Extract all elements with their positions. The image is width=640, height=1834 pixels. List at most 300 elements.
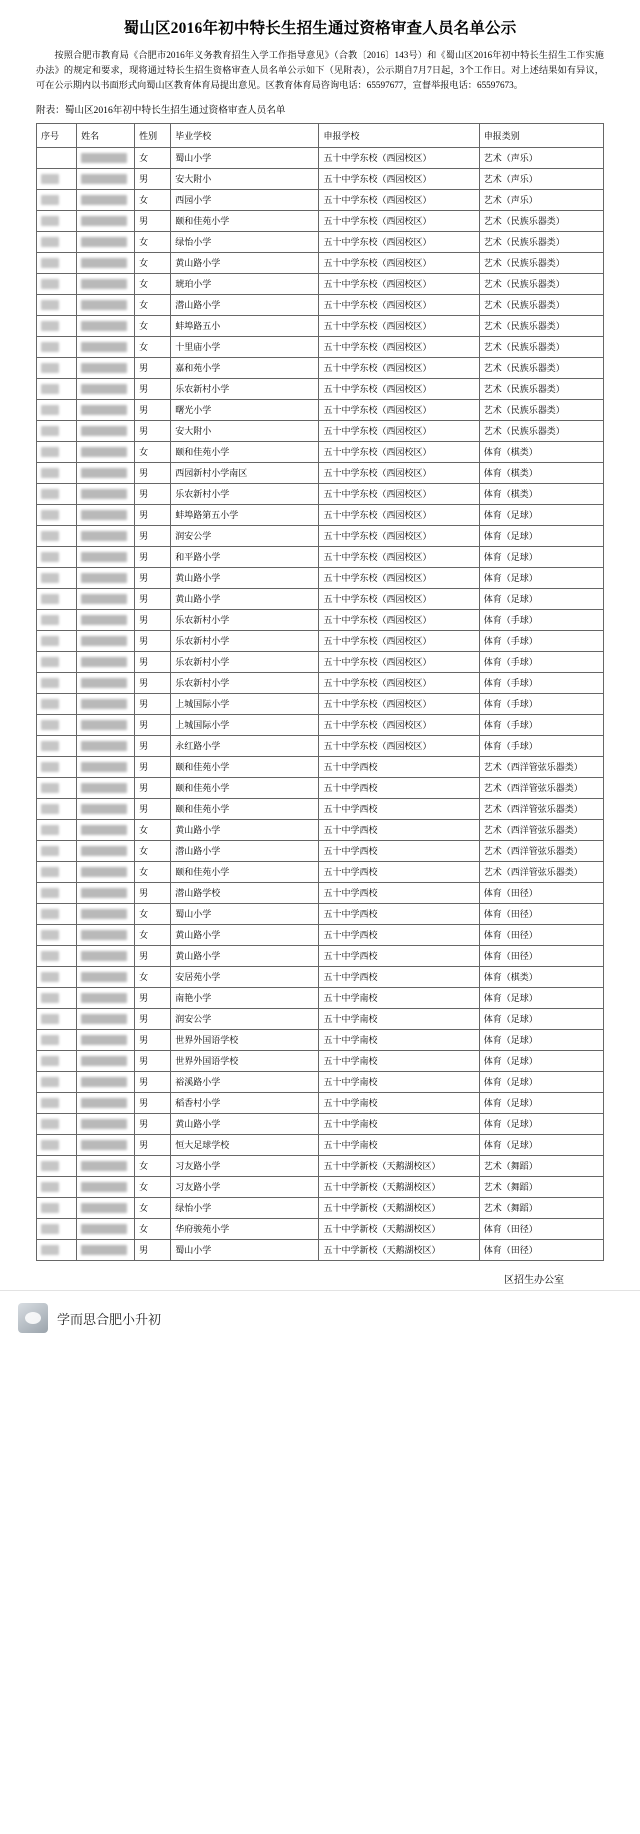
- redaction-block: [81, 846, 127, 856]
- document-footer: 区招生办公室: [504, 1274, 564, 1286]
- cell-index-redacted: [37, 399, 77, 420]
- cell-index-redacted: [37, 714, 77, 735]
- cell-category: 体育（足球）: [479, 987, 603, 1008]
- redaction-block: [81, 384, 127, 394]
- cell-sex: 男: [135, 567, 171, 588]
- attachment-label: 附表：蜀山区2016年初中特长生招生通过资格审查人员名单: [36, 104, 286, 116]
- cell-graduation-school: 裕溪路小学: [171, 1071, 319, 1092]
- cell-sex: 男: [135, 399, 171, 420]
- table-row: [37, 504, 604, 525]
- table-row: [37, 1008, 604, 1029]
- cell-sex: 男: [135, 462, 171, 483]
- cell-graduation-school: 绿怡小学: [171, 1197, 319, 1218]
- redaction-block: [41, 783, 59, 793]
- redaction-block: [81, 930, 127, 940]
- redaction-block: [41, 720, 59, 730]
- redaction-block: [41, 258, 59, 268]
- cell-name-redacted: [77, 420, 135, 441]
- cell-category: 体育（手球）: [479, 672, 603, 693]
- cell-apply-school: 五十中学西校: [319, 840, 479, 861]
- cell-index-redacted: [37, 693, 77, 714]
- cell-index-redacted: [37, 819, 77, 840]
- table-row: [37, 693, 604, 714]
- cell-name-redacted: [77, 231, 135, 252]
- cell-sex: 女: [135, 441, 171, 462]
- cell-index-redacted: [37, 252, 77, 273]
- cell-index-redacted: [37, 924, 77, 945]
- cell-apply-school: 五十中学新校（天鹅湖校区）: [319, 1218, 479, 1239]
- redaction-block: [81, 195, 127, 205]
- cell-sex: 男: [135, 483, 171, 504]
- redaction-block: [81, 153, 127, 163]
- redaction-block: [81, 573, 127, 583]
- cell-graduation-school: 世界外国语学校: [171, 1029, 319, 1050]
- table-row: [37, 1176, 604, 1197]
- cell-category: 艺术（民族乐器类）: [479, 231, 603, 252]
- cell-index-redacted: [37, 483, 77, 504]
- redaction-block: [41, 195, 59, 205]
- cell-name-redacted: [77, 1008, 135, 1029]
- redaction-block: [81, 300, 127, 310]
- cell-category: 艺术（声乐）: [479, 147, 603, 168]
- redaction-block: [41, 972, 59, 982]
- cell-apply-school: 五十中学东校（西园校区）: [319, 441, 479, 462]
- cell-graduation-school: 黄山路小学: [171, 924, 319, 945]
- redaction-block: [41, 678, 59, 688]
- cell-apply-school: 五十中学东校（西园校区）: [319, 420, 479, 441]
- cell-graduation-school: 嘉和苑小学: [171, 357, 319, 378]
- cell-index-redacted: [37, 987, 77, 1008]
- table-row: [37, 1239, 604, 1260]
- wechat-account-bar[interactable]: [0, 1290, 640, 1346]
- cell-graduation-school: 蚌埠路五小: [171, 315, 319, 336]
- table-row: [37, 336, 604, 357]
- cell-name-redacted: [77, 1155, 135, 1176]
- cell-name-redacted: [77, 609, 135, 630]
- redaction-block: [41, 867, 59, 877]
- cell-graduation-school: 上城国际小学: [171, 714, 319, 735]
- cell-sex: 男: [135, 1134, 171, 1155]
- cell-category: 体育（手球）: [479, 714, 603, 735]
- cell-apply-school: 五十中学东校（西园校区）: [319, 315, 479, 336]
- cell-apply-school: 五十中学西校: [319, 861, 479, 882]
- cell-apply-school: 五十中学东校（西园校区）: [319, 147, 479, 168]
- cell-sex: 女: [135, 252, 171, 273]
- cell-category: 艺术（西洋管弦乐器类）: [479, 861, 603, 882]
- redaction-block: [81, 804, 127, 814]
- table-row: [37, 189, 604, 210]
- cell-graduation-school: 颐和佳苑小学: [171, 777, 319, 798]
- redaction-block: [41, 237, 59, 247]
- table-header: [37, 123, 604, 147]
- cell-category: 体育（足球）: [479, 1113, 603, 1134]
- cell-index-redacted: [37, 735, 77, 756]
- redaction-block: [41, 636, 59, 646]
- cell-sex: 男: [135, 525, 171, 546]
- cell-category: 艺术（西洋管弦乐器类）: [479, 819, 603, 840]
- redaction-block: [41, 930, 59, 940]
- cell-apply-school: 五十中学东校（西园校区）: [319, 378, 479, 399]
- cell-graduation-school: 颐和佳苑小学: [171, 756, 319, 777]
- cell-index-redacted: [37, 1092, 77, 1113]
- cell-category: 艺术（民族乐器类）: [479, 294, 603, 315]
- table-row: [37, 168, 604, 189]
- cell-graduation-school: 黄山路小学: [171, 567, 319, 588]
- cell-category: 艺术（民族乐器类）: [479, 210, 603, 231]
- cell-name-redacted: [77, 273, 135, 294]
- cell-category: 体育（足球）: [479, 567, 603, 588]
- cell-name-redacted: [77, 462, 135, 483]
- cell-name-redacted: [77, 924, 135, 945]
- redaction-block: [41, 615, 59, 625]
- redaction-block: [41, 741, 59, 751]
- cell-name-redacted: [77, 756, 135, 777]
- redaction-block: [81, 468, 127, 478]
- redaction-block: [41, 657, 59, 667]
- cell-category: 艺术（西洋管弦乐器类）: [479, 840, 603, 861]
- cell-index-redacted: [37, 1008, 77, 1029]
- redaction-block: [41, 1203, 59, 1213]
- cell-sex: 女: [135, 147, 171, 168]
- cell-apply-school: 五十中学东校（西园校区）: [319, 630, 479, 651]
- redaction-block: [41, 1035, 59, 1045]
- cell-apply-school: 五十中学西校: [319, 924, 479, 945]
- table-row: [37, 945, 604, 966]
- column-header-sex: 性别: [135, 123, 171, 147]
- cell-graduation-school: 稻香村小学: [171, 1092, 319, 1113]
- cell-index-redacted: [37, 273, 77, 294]
- redaction-block: [81, 1014, 127, 1024]
- cell-category: 艺术（声乐）: [479, 189, 603, 210]
- redaction-block: [81, 1077, 127, 1087]
- redaction-block: [41, 300, 59, 310]
- cell-apply-school: 五十中学新校（天鹅湖校区）: [319, 1176, 479, 1197]
- document-body-text: 按照合肥市教育局《合肥市2016年义务教育招生入学工作指导意见》（合教〔2016〕143号）和《蜀山区2016年初中特长生招生工作实施办法》的规定和要求，现将通过特长生招生资格审查人员名单公示如下（见附表），公示期自7月7日起，3个工作日。对上述结果如有异议，可在公示期内以书面形式向蜀山区教育体育局提出意见。区教育体育局咨询电话：65597677，宣督举报电话：65597673。: [36, 50, 604, 90]
- cell-index-redacted: [37, 903, 77, 924]
- cell-category: 体育（足球）: [479, 546, 603, 567]
- cell-category: 体育（田径）: [479, 945, 603, 966]
- redaction-block: [41, 489, 59, 499]
- redaction-block: [81, 1245, 127, 1255]
- cell-sex: 女: [135, 924, 171, 945]
- cell-name-redacted: [77, 630, 135, 651]
- cell-index-redacted: [37, 1239, 77, 1260]
- cell-sex: 男: [135, 1050, 171, 1071]
- cell-name-redacted: [77, 441, 135, 462]
- cell-graduation-school: 蜀山小学: [171, 903, 319, 924]
- cell-sex: 男: [135, 714, 171, 735]
- table-row: [37, 294, 604, 315]
- cell-category: 体育（棋类）: [479, 966, 603, 987]
- cell-category: 艺术（民族乐器类）: [479, 357, 603, 378]
- cell-graduation-school: 润安公学: [171, 525, 319, 546]
- redaction-block: [41, 1077, 59, 1087]
- cell-sex: 女: [135, 336, 171, 357]
- cell-category: 体育（足球）: [479, 1008, 603, 1029]
- cell-category: 体育（棋类）: [479, 441, 603, 462]
- redaction-block: [81, 993, 127, 1003]
- redaction-block: [41, 1056, 59, 1066]
- cell-sex: 男: [135, 1008, 171, 1029]
- redaction-block: [81, 1035, 127, 1045]
- table-row: [37, 546, 604, 567]
- cell-category: 体育（足球）: [479, 1071, 603, 1092]
- cell-sex: 女: [135, 1155, 171, 1176]
- cell-name-redacted: [77, 567, 135, 588]
- cell-category: 艺术（西洋管弦乐器类）: [479, 756, 603, 777]
- cell-name-redacted: [77, 504, 135, 525]
- cell-graduation-school: 黄山路小学: [171, 1113, 319, 1134]
- cell-name-redacted: [77, 525, 135, 546]
- redaction-block: [41, 384, 59, 394]
- cell-index-redacted: [37, 1071, 77, 1092]
- redaction-block: [41, 531, 59, 541]
- cell-graduation-school: 习友路小学: [171, 1176, 319, 1197]
- cell-sex: 女: [135, 231, 171, 252]
- cell-index-redacted: [37, 210, 77, 231]
- cell-sex: 男: [135, 756, 171, 777]
- table-row: [37, 714, 604, 735]
- cell-category: 体育（手球）: [479, 651, 603, 672]
- cell-sex: 男: [135, 693, 171, 714]
- cell-index-redacted: [37, 441, 77, 462]
- cell-index-redacted: [37, 651, 77, 672]
- redaction-block: [41, 510, 59, 520]
- cell-sex: 男: [135, 945, 171, 966]
- redaction-block: [41, 993, 59, 1003]
- cell-apply-school: 五十中学东校（西园校区）: [319, 672, 479, 693]
- cell-graduation-school: 颐和佳苑小学: [171, 441, 319, 462]
- cell-name-redacted: [77, 840, 135, 861]
- redaction-block: [41, 1161, 59, 1171]
- cell-graduation-school: 安大附小: [171, 168, 319, 189]
- cell-apply-school: 五十中学东校（西园校区）: [319, 525, 479, 546]
- table-row: [37, 819, 604, 840]
- table-body: [37, 147, 604, 1260]
- redaction-block: [41, 909, 59, 919]
- cell-graduation-school: 世界外国语学校: [171, 1050, 319, 1071]
- cell-name-redacted: [77, 714, 135, 735]
- redaction-block: [81, 405, 127, 415]
- redaction-block: [81, 489, 127, 499]
- cell-category: 艺术（舞蹈）: [479, 1176, 603, 1197]
- redaction-block: [41, 468, 59, 478]
- cell-category: 体育（足球）: [479, 525, 603, 546]
- table-row: [37, 630, 604, 651]
- table-row: [37, 756, 604, 777]
- cell-name-redacted: [77, 357, 135, 378]
- cell-graduation-school: 黄山路小学: [171, 588, 319, 609]
- cell-apply-school: 五十中学西校: [319, 945, 479, 966]
- cell-apply-school: 五十中学西校: [319, 966, 479, 987]
- cell-sex: 男: [135, 1113, 171, 1134]
- cell-index-redacted: [37, 1155, 77, 1176]
- cell-graduation-school: 上城国际小学: [171, 693, 319, 714]
- cell-graduation-school: 潜山路小学: [171, 294, 319, 315]
- roster-table: [36, 123, 604, 1261]
- cell-category: 艺术（民族乐器类）: [479, 273, 603, 294]
- cell-category: 体育（足球）: [479, 1029, 603, 1050]
- wechat-account-name: 学而思合肥小升初: [57, 1311, 162, 1327]
- table-row: [37, 483, 604, 504]
- cell-name-redacted: [77, 945, 135, 966]
- redaction-block: [81, 1098, 127, 1108]
- cell-graduation-school: 曙光小学: [171, 399, 319, 420]
- cell-category: 艺术（民族乐器类）: [479, 399, 603, 420]
- cell-index-redacted: [37, 1176, 77, 1197]
- redaction-block: [41, 846, 59, 856]
- redaction-block: [81, 510, 127, 520]
- cell-name-redacted: [77, 798, 135, 819]
- cell-apply-school: 五十中学东校（西园校区）: [319, 735, 479, 756]
- cell-category: 艺术（舞蹈）: [479, 1155, 603, 1176]
- cell-apply-school: 五十中学南校: [319, 1050, 479, 1071]
- cell-name-redacted: [77, 819, 135, 840]
- cell-apply-school: 五十中学东校（西园校区）: [319, 357, 479, 378]
- cell-index-redacted: [37, 756, 77, 777]
- cell-apply-school: 五十中学东校（西园校区）: [319, 504, 479, 525]
- cell-name-redacted: [77, 1134, 135, 1155]
- redaction-block: [41, 1140, 59, 1150]
- cell-name-redacted: [77, 966, 135, 987]
- redaction-block: [41, 1224, 59, 1234]
- redaction-block: [41, 552, 59, 562]
- cell-graduation-school: 西园小学: [171, 189, 319, 210]
- cell-index-redacted: [37, 357, 77, 378]
- cell-apply-school: 五十中学东校（西园校区）: [319, 609, 479, 630]
- redaction-block: [81, 1224, 127, 1234]
- table-row: [37, 357, 604, 378]
- cell-name-redacted: [77, 735, 135, 756]
- cell-category: 体育（田径）: [479, 882, 603, 903]
- cell-name-redacted: [77, 378, 135, 399]
- redaction-block: [81, 216, 127, 226]
- cell-sex: 女: [135, 903, 171, 924]
- cell-category: 体育（田径）: [479, 1239, 603, 1260]
- cell-sex: 男: [135, 1239, 171, 1260]
- table-row: [37, 798, 604, 819]
- redaction-block: [81, 426, 127, 436]
- cell-apply-school: 五十中学东校（西园校区）: [319, 231, 479, 252]
- cell-graduation-school: 颐和佳苑小学: [171, 210, 319, 231]
- cell-sex: 女: [135, 1176, 171, 1197]
- cell-category: 艺术（西洋管弦乐器类）: [479, 777, 603, 798]
- cell-name-redacted: [77, 987, 135, 1008]
- redaction-block: [41, 951, 59, 961]
- cell-index-redacted: [37, 945, 77, 966]
- cell-category: 艺术（民族乐器类）: [479, 378, 603, 399]
- cell-sex: 男: [135, 378, 171, 399]
- cell-category: 体育（手球）: [479, 693, 603, 714]
- redaction-block: [41, 363, 59, 373]
- table-row: [37, 609, 604, 630]
- table-row: [37, 441, 604, 462]
- redaction-block: [41, 888, 59, 898]
- table-row: [37, 1029, 604, 1050]
- column-header-index: 序号: [37, 123, 77, 147]
- cell-graduation-school: 乐农新村小学: [171, 672, 319, 693]
- cell-apply-school: 五十中学南校: [319, 1071, 479, 1092]
- cell-graduation-school: 潜山路学校: [171, 882, 319, 903]
- cell-name-redacted: [77, 294, 135, 315]
- table-row: [37, 378, 604, 399]
- cell-index-redacted: [37, 1218, 77, 1239]
- redaction-block: [81, 909, 127, 919]
- cell-apply-school: 五十中学东校（西园校区）: [319, 483, 479, 504]
- table-row: [37, 987, 604, 1008]
- redaction-block: [81, 594, 127, 604]
- column-header-category: 申报类别: [479, 123, 603, 147]
- cell-category: 艺术（民族乐器类）: [479, 420, 603, 441]
- cell-category: 艺术（民族乐器类）: [479, 336, 603, 357]
- cell-graduation-school: 乐农新村小学: [171, 651, 319, 672]
- redaction-block: [41, 1119, 59, 1129]
- cell-apply-school: 五十中学西校: [319, 798, 479, 819]
- redaction-block: [41, 594, 59, 604]
- cell-sex: 女: [135, 819, 171, 840]
- cell-sex: 男: [135, 798, 171, 819]
- cell-name-redacted: [77, 189, 135, 210]
- cell-sex: 男: [135, 987, 171, 1008]
- cell-category: 体育（棋类）: [479, 483, 603, 504]
- table-row: [37, 315, 604, 336]
- cell-sex: 男: [135, 1029, 171, 1050]
- cell-name-redacted: [77, 210, 135, 231]
- cell-sex: 男: [135, 609, 171, 630]
- cell-graduation-school: 和平路小学: [171, 546, 319, 567]
- cell-category: 体育（足球）: [479, 1050, 603, 1071]
- table-row: [37, 840, 604, 861]
- cell-graduation-school: 南艳小学: [171, 987, 319, 1008]
- cell-graduation-school: 乐农新村小学: [171, 378, 319, 399]
- cell-graduation-school: 琥珀小学: [171, 273, 319, 294]
- table-row: [37, 651, 604, 672]
- cell-graduation-school: 华府骏苑小学: [171, 1218, 319, 1239]
- redaction-block: [41, 321, 59, 331]
- redaction-block: [81, 972, 127, 982]
- redaction-block: [41, 1014, 59, 1024]
- cell-apply-school: 五十中学东校（西园校区）: [319, 168, 479, 189]
- cell-sex: 男: [135, 651, 171, 672]
- cell-graduation-school: 西园新村小学南区: [171, 462, 319, 483]
- table-row: [37, 903, 604, 924]
- table-row: [37, 1092, 604, 1113]
- cell-category: 体育（手球）: [479, 735, 603, 756]
- cell-apply-school: 五十中学西校: [319, 882, 479, 903]
- cell-graduation-school: 乐农新村小学: [171, 630, 319, 651]
- cell-sex: 男: [135, 168, 171, 189]
- cell-sex: 男: [135, 630, 171, 651]
- redaction-block: [81, 888, 127, 898]
- cell-graduation-school: 乐农新村小学: [171, 609, 319, 630]
- cell-graduation-school: 颐和佳苑小学: [171, 861, 319, 882]
- redaction-block: [41, 447, 59, 457]
- cell-apply-school: 五十中学东校（西园校区）: [319, 462, 479, 483]
- cell-graduation-school: 蜀山小学: [171, 147, 319, 168]
- cell-name-redacted: [77, 693, 135, 714]
- cell-index-redacted: [37, 567, 77, 588]
- cell-apply-school: 五十中学南校: [319, 1008, 479, 1029]
- redaction-block: [81, 1203, 127, 1213]
- column-header-apply-school: 申报学校: [319, 123, 479, 147]
- cell-sex: 女: [135, 315, 171, 336]
- cell-name-redacted: [77, 315, 135, 336]
- cell-sex: 男: [135, 1071, 171, 1092]
- redaction-block: [41, 174, 59, 184]
- cell-index-redacted: [37, 462, 77, 483]
- redaction-block: [81, 783, 127, 793]
- cell-apply-school: 五十中学东校（西园校区）: [319, 567, 479, 588]
